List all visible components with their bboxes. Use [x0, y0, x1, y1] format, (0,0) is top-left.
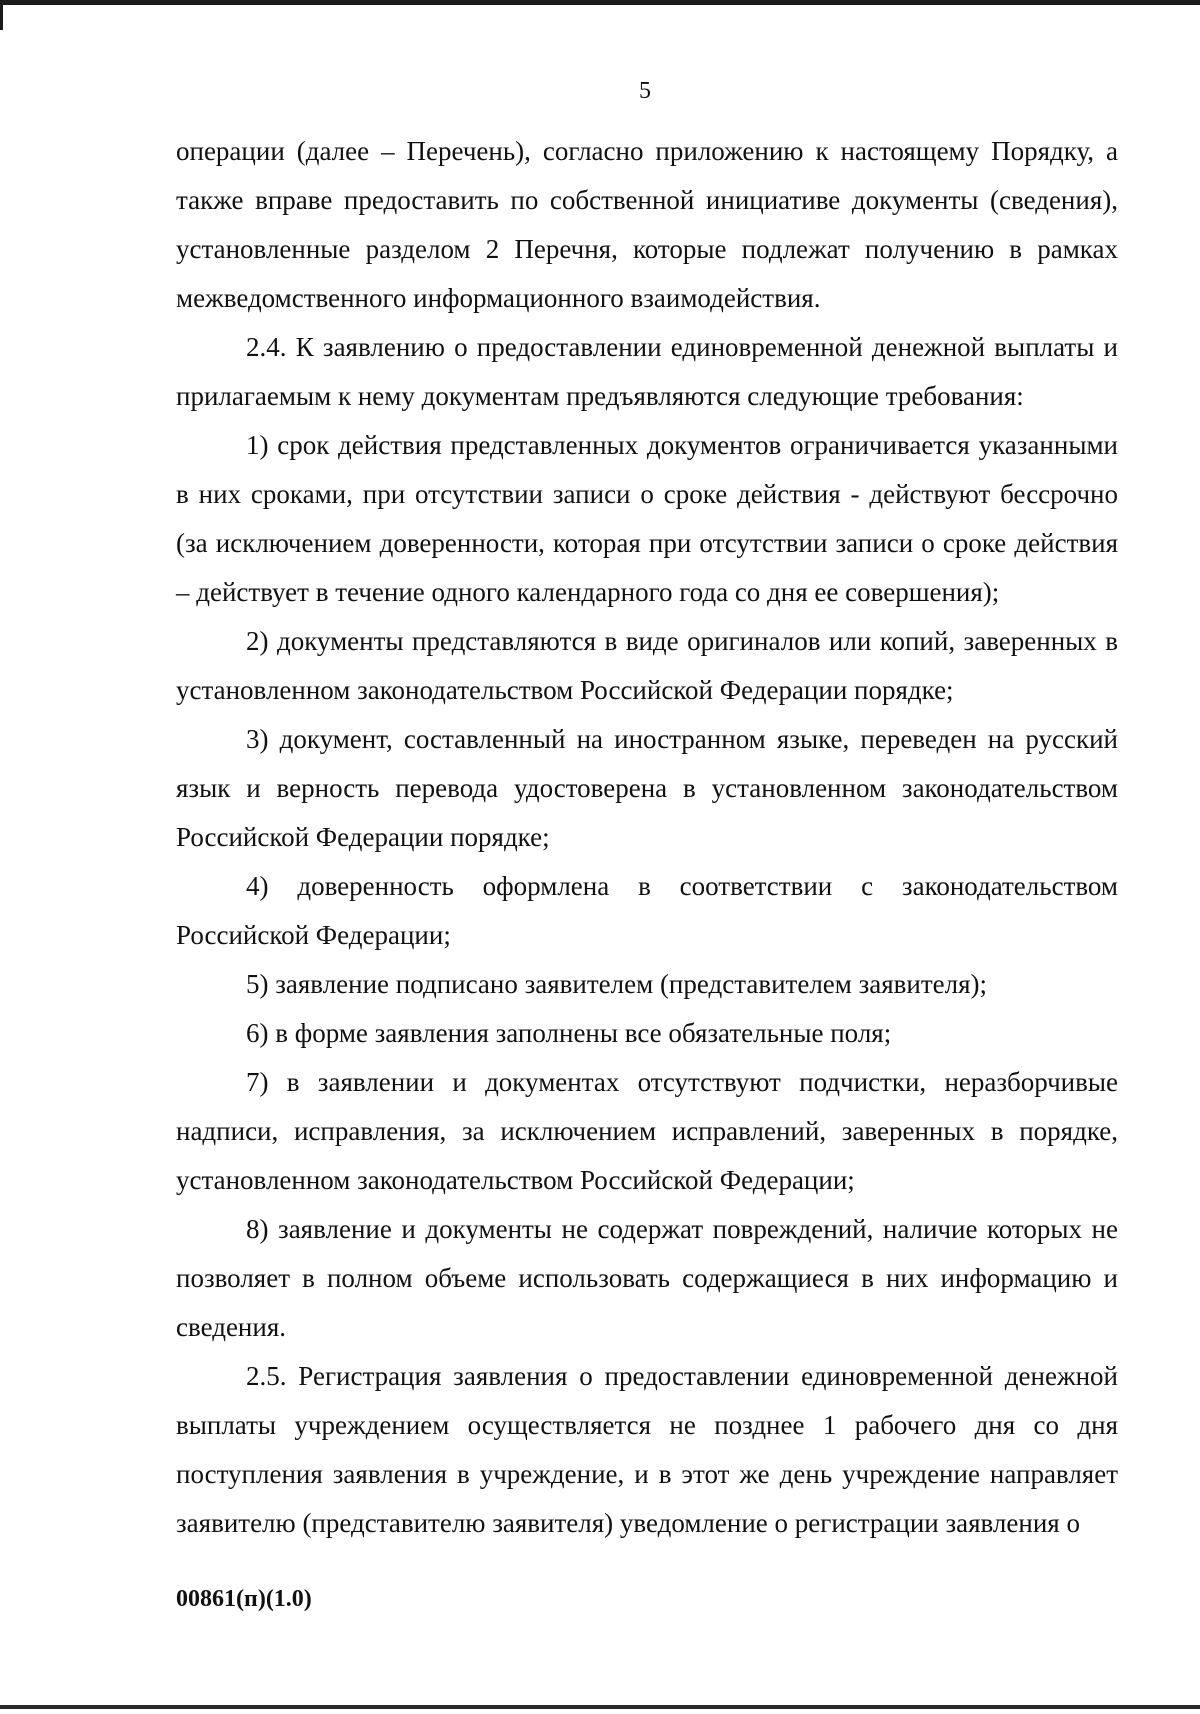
list-item-8: 8) заявление и документы не содержат повреждений, наличие которых не позволяет в полном объеме использовать содержащиеся в них информацию и сведения. [176, 1214, 1118, 1342]
paragraph-2-5: 2.5. Регистрация заявления о предоставлении единовременной денежной выплаты учреждением осуществляется не позднее 1 рабочего дня со дня поступления заявления в учреждение, и в этот же день учреждение направляет заявителю (представителю заявителя) уведомление о регистрации заявления о [176, 1361, 1118, 1538]
scan-border-left [0, 0, 3, 30]
list-item-1: 1) срок действия представленных документов ограничивается указанными в них сроками, при отсутствии записи о сроке действия - действуют бессрочно (за исключением доверенности, которая при отсутствии записи о сроке действия – действует в течение одного календарного года со дня ее совершения); [176, 430, 1118, 607]
document-body [176, 127, 1118, 1548]
list-item-7: 7) в заявлении и документах отсутствуют подчистки, неразборчивые надписи, исправления, за исключением исправлений, заверенных в порядке, установленном законодательством Российской Федерации; [176, 1067, 1118, 1195]
list-item-3: 3) документ, составленный на иностранном языке, переведен на русский язык и верность перевода удостоверена в установленном законодательством Российской Федерации порядке; [176, 724, 1118, 852]
list-item-6: 6) в форме заявления заполнены все обязательные поля; [246, 1018, 892, 1048]
paragraph-continuation: операции (далее – Перечень), согласно приложению к настоящему Порядку, а также вправе предоставить по собственной инициативе документы (сведения), установленные разделом 2 Перечня, которые подлежат получению в рамках межведомственного информационного взаимодействия. [176, 136, 1118, 313]
list-item-2: 2) документы представляются в виде оригиналов или копий, заверенных в установленном законодательством Российской Федерации порядке; [176, 626, 1118, 705]
list-item-4: 4) доверенность оформлена в соответствии с законодательством Российской Федерации; [176, 871, 1118, 950]
list-item-5: 5) заявление подписано заявителем (представителем заявителя); [246, 969, 988, 999]
scan-border-bottom [0, 1705, 1200, 1709]
scan-border-top [0, 0, 1200, 5]
paragraph-2-4: 2.4. К заявлению о предоставлении единовременной денежной выплаты и прилагаемым к нему документам предъявляются следующие требования: [176, 332, 1118, 411]
document-code: 00861(п)(1.0) [176, 1586, 312, 1612]
page-number: 5 [639, 78, 651, 104]
